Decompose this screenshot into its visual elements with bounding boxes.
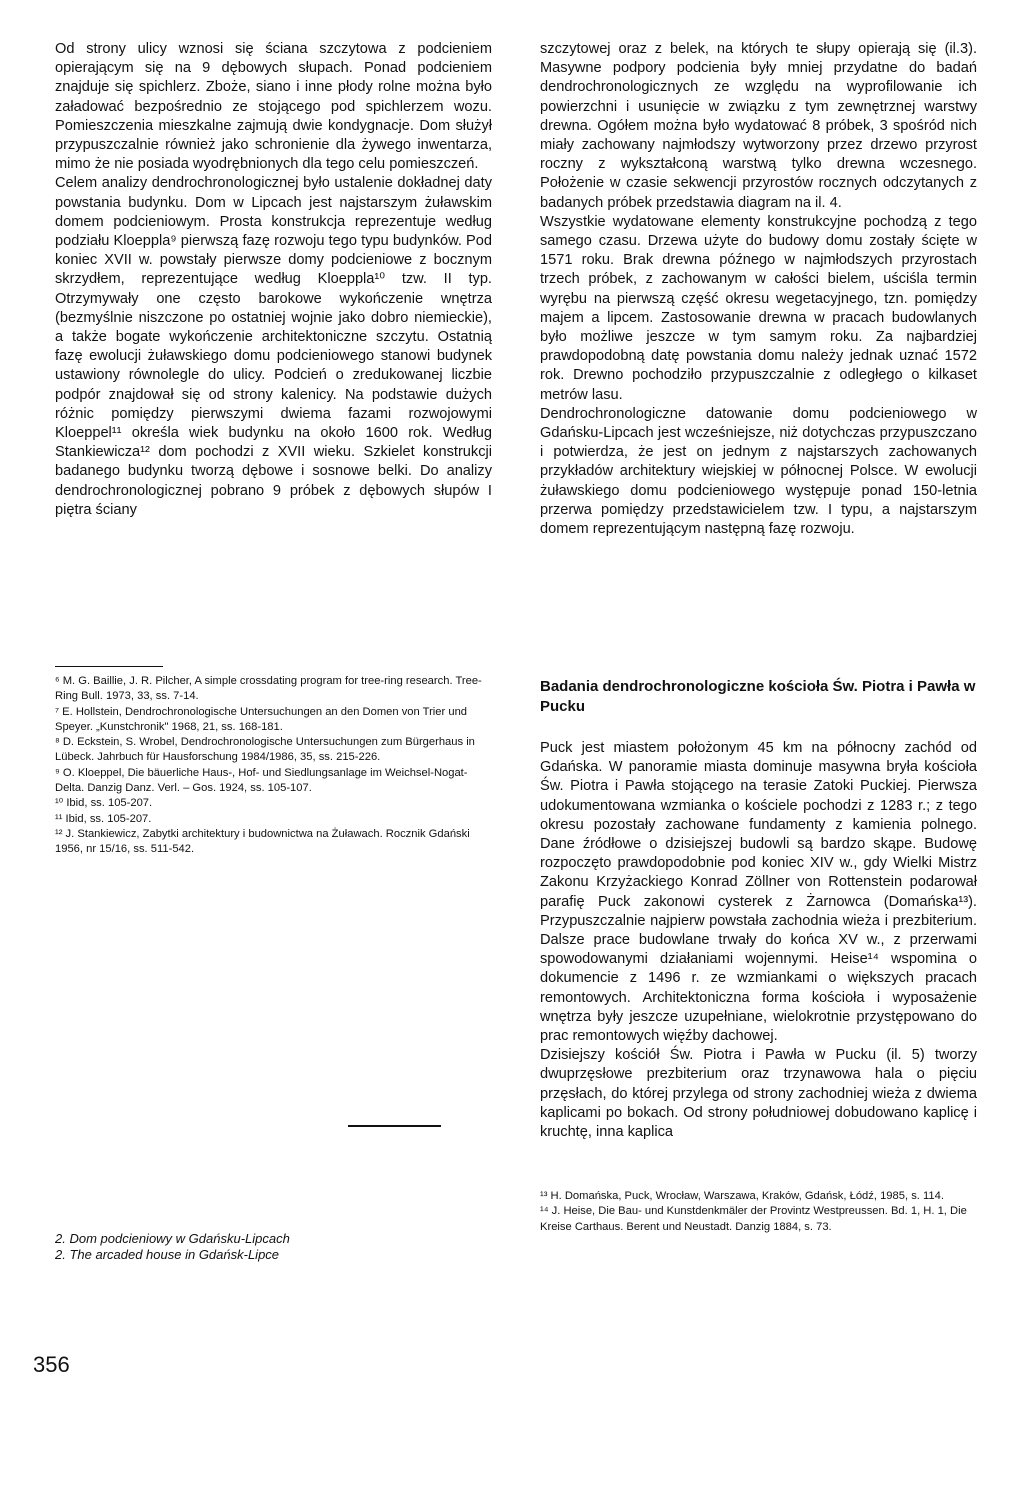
left-column xyxy=(55,40,492,520)
figure-caption xyxy=(55,1231,290,1263)
separator-dash xyxy=(348,1125,441,1127)
puck-paragraph-1: Puck jest miastem położonym 45 km na północny zachód od Gdańska. W panoramie miasta dominuje masywna bryła kościoła Św. Piotra i Pawła stojącego na terasie Zatoki Puckiej. Pierwsza udokumentowana wzmianka o kościele pochodzi z 1283 r.; z tego okresu pozostały zachowane fundamenty z kamienia polnego. Dane źródłowe o dzisiejszej budowli są bardzo skąpe. Budowę rozpoczęto prawdopodobnie pod koniec XIV w., gdy Wielki Mistrz Zakonu Krzyżackiego Konrad Zöllner von Rottenstein podarował parafię Puck zakonowi cysterek z Żarnowca (Domańska¹³). Przypuszczalnie najpierw powstała zachodnia wieża i prezbiterium. Dalsze prace budowlane trwały do końca XV w., z przerwami spowodowanymi działaniami wojennymi. Heise¹⁴ wspomina o dokumencie z 1496 r. ze wzmiankami o większych pracach remontowych. Architektoniczna forma kościoła i wyposażenie wnętrza były jeszcze uzupełniane, wielokrotnie przystępowano do prac remontowych więźby dachowej. xyxy=(540,740,977,1045)
caption-english: 2. The arcaded house in Gdańsk-Lipce xyxy=(55,1247,280,1262)
page-number: 356 xyxy=(33,1352,70,1377)
section-heading: Badania dendrochronologiczne kościoła Św. Piotra i Pawła w Pucku xyxy=(540,678,976,715)
footnote-13: ¹³ H. Domańska, Puck, Wrocław, Warszawa, Kraków, Gdańsk, Łódź, 1985, s. 114. xyxy=(540,1190,944,1202)
footnote-11: ¹¹ Ibid, ss. 105-207. xyxy=(55,812,152,825)
left-paragraph-2: Celem analizy dendrochronologicznej było ustalenie dokładnej daty powstania budynku. Dom w Lipcach jest najstarszym żuławskim domem podcieniowym. Prosta konstrukcja reprezentuje według podziału Kloeppla⁹ pierwszą fazę rozwoju tego typu budynków. Pod koniec XVII w. powstały pierwsze domy podcieniowe z bocznym skrzydłem, reprezentujące według Kloeppla¹⁰ tzw. II typ. Otrzymywały one często barokowe wykończenie wnętrza (bezmyślnie niszczone po ostatniej wojnie jako dobro niemieckie), a także bogate wykończenie architektoniczne szczytu. Ostatnią fazę ewolucji żuławskiego domu podcieniowego stanowi budynek ustawiony równolegle do ulicy. Podcień o zredukowanej liczbie podpór znajdował się od strony kalenicy. Na podstawie dużych różnic pomiędzy pierwszymi dwiema fazami rozwojowymi Kloeppel¹¹ określa wiek budynku na około 1600 rok. Według Stankiewicza¹² dom pochodzi z XVII wieku. Szkielet konstrukcji badanego budynku tworzą dębowe i sosnowe belki. Do analizy dendrochronologicznej pobrano 9 próbek z dębowych słupów I piętra ściany xyxy=(55,175,492,518)
puck-paragraph-2: Dzisiejszy kościół Św. Piotra i Pawła w Pucku (il. 5) tworzy dwuprzęsłowe prezbiterium oraz trzynawowa hala o pięciu przęsłach, do której przylega od strony zachodniej wieża z dwiema kaplicami po bokach. Od strony południowej dobudowano kaplicę i kruchtę, inna kaplica xyxy=(540,1047,977,1141)
footnote-10: ¹⁰ Ibid, ss. 105-207. xyxy=(55,797,153,810)
footnote-8: ⁸ D. Eckstein, S. Wrobel, Dendrochronologische Untersuchungen zum Bürgerhaus in Lübeck. Jahrbuch für Hausforschung 1984/1986, 35, ss. 215-226. xyxy=(55,736,475,764)
footnotes-right xyxy=(540,1189,977,1235)
footnote-9: ⁹ O. Kloeppel, Die bäuerliche Haus-, Hof- und Siedlungsanlage im Weichsel-Nogat-Delta. Danzig Danz. Verl. – Gos. 1924, ss. 105-107. xyxy=(55,766,468,795)
left-paragraph-1: Od strony ulicy wznosi się ściana szczytowa z podcieniem opierającym się na 9 dębowych słupach. Ponad podcieniem znajduje się spichlerz. Zboże, siano i inne płody rolne można było załadować bezpośrednio ze stojącego pod spichlerzem wozu. Pomieszczenia mieszkalne zajmują dwie kondygnacje. Dom służył przypuszczalnie również jako schronienie dla żywego inwentarza, mimo że nie posiada wyodrębnionych dla tego celu pomieszczeń. xyxy=(55,41,492,173)
footnote-14: ¹⁴ J. Heise, Die Bau- und Kunstdenkmäler der Provintz Westpreussen. Bd. 1, H. 1, Die Kreise Carthaus. Berent und Neustadt. Danzig 1884, s. 73. xyxy=(540,1205,967,1233)
footnotes-left xyxy=(55,674,492,858)
caption-polish: 2. Dom podcieniowy w Gdańsku-Lipcach xyxy=(55,1231,290,1246)
footnote-7: ⁷ E. Hollstein, Dendrochronologische Untersuchungen an den Domen von Trier und Speyer. „Kunstchronik" 1968, 21, ss. 168-181. xyxy=(55,705,468,733)
right-column-section-2 xyxy=(540,739,977,1142)
right-paragraph-2: Wszystkie wydatowane elementy konstrukcyjne pochodzą z tego samego czasu. Drzewa użyte do budowy domu zostały ścięte w 1571 roku. Brak drewna późnego w najmłodszych przyrostach trzech próbek, z zachowanym w całości bielem, uściśla termin wyrębu na pierwszą część okresu wegetacyjnego, tzn. pomiędzy majem a lipcem. Zastosowanie drewna w pracach budowlanych było możliwe jeszcze w tym samym roku. Za najbardziej prawdopodobną datę powstania domu należy jednak uznać 1572 rok. Drewno pochodziło przypuszczalnie z odległego o kilkaset metrów lasu. xyxy=(540,213,977,403)
footnote-12: ¹² J. Stankiewicz, Zabytki architektury i budownictwa na Żuławach. Rocznik Gdański 1956, nr 15/16, ss. 511-542. xyxy=(55,827,470,856)
footnote-6: ⁶ M. G. Baillie, J. R. Pilcher, A simple crossdating program for tree-ring research. Tree-Ring Bull. 1973, 33, ss. 7-14. xyxy=(55,675,482,703)
right-paragraph-1: szczytowej oraz z belek, na których te słupy opierają się (il.3). Masywne podpory podcienia były mniej przydatne do badań dendrochronologicznych ze względu na wyprofilowanie ich powierzchni i usunięcie w związku z tym zewnętrznej warstwy drewna. Ogółem można było wydatować 8 próbek, 3 spośród nich miały zachowany najmłodszy wytworzony przez drzewo przyrost roczny z wykształconą warstwą tylko drewna wczesnego. Położenie w czasie sekwencji przyrostów rocznych odczytanych z badanych próbek przedstawia diagram na il. 4. xyxy=(540,41,977,211)
right-column xyxy=(540,40,977,539)
footnote-rule xyxy=(55,666,163,667)
right-paragraph-3: Dendrochronologiczne datowanie domu podcieniowego w Gdańsku-Lipcach jest wcześniejsze, niż dotychczas przypuszczano i potwierdza, że jest on jednym z najstarszych zachowanych przykładów architektury wiejskiej w północnej Polsce. W ewolucji żuławskiego domu podcieniowego występuje ponad 150-letnia przerwa pomiędzy przedstawicielem tzw. I typu, a najstarszym domem reprezentującym następną fazę rozwoju. xyxy=(540,405,977,538)
